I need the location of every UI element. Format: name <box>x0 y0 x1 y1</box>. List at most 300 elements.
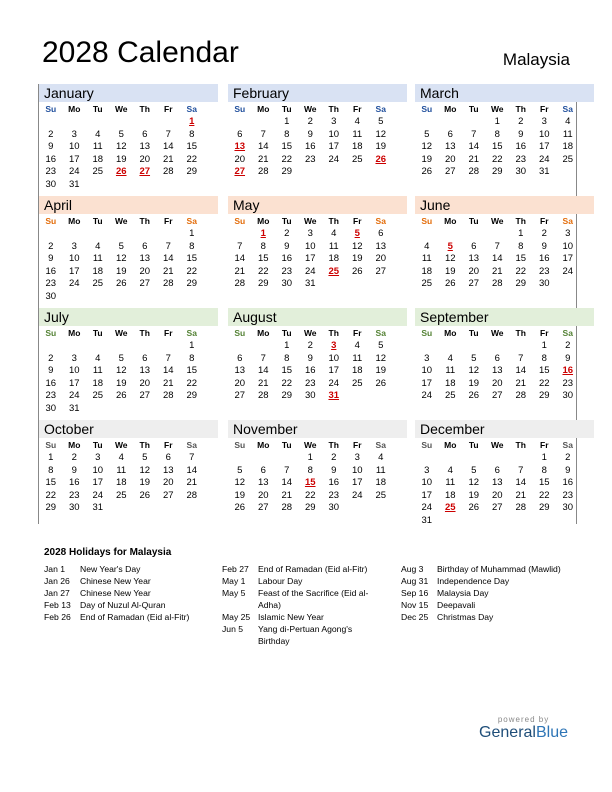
weekday-label: Tu <box>281 104 292 114</box>
day-cell: 30 <box>45 402 57 414</box>
day-cell: 23 <box>562 489 574 501</box>
week-row <box>39 253 218 266</box>
day-cell <box>86 403 110 416</box>
day-cell: 6 <box>142 128 148 140</box>
week-row <box>39 378 218 391</box>
day-cell <box>228 452 252 465</box>
weekday-label: We <box>114 328 128 338</box>
day-cell: 17 <box>68 265 80 277</box>
day-cell <box>86 228 110 241</box>
day-cell <box>110 502 134 515</box>
day-cell <box>252 340 276 353</box>
week-row <box>39 154 218 167</box>
holiday-name: End of Ramadan (Eid al-Fitr) <box>258 564 368 574</box>
holiday-name: End of Ramadan (Eid al-Fitr) <box>80 612 190 622</box>
week-row <box>415 502 594 515</box>
month-name: April <box>39 196 218 214</box>
month-name: November <box>228 420 407 438</box>
day-cell: 30 <box>45 178 57 190</box>
day-cell: 30 <box>562 390 574 402</box>
holiday-date: Feb 13 <box>44 600 71 610</box>
day-cell: 11 <box>421 253 432 265</box>
brand-logo[interactable] <box>479 715 568 742</box>
holiday-column <box>401 563 571 623</box>
day-cell: 7 <box>284 464 290 476</box>
day-cell: 13 <box>491 477 503 489</box>
day-cell <box>509 452 533 465</box>
day-cell: 3 <box>331 340 337 351</box>
day-cell <box>133 179 157 192</box>
week-row <box>39 465 218 478</box>
weekday-header <box>228 438 407 452</box>
day-cell: 27 <box>491 502 503 514</box>
holiday-item <box>401 587 571 599</box>
day-cell <box>346 278 370 291</box>
day-cell: 30 <box>515 166 527 178</box>
day-cell <box>486 452 510 465</box>
day-cell: 22 <box>186 377 198 389</box>
day-cell: 8 <box>284 128 290 140</box>
day-cell <box>462 452 486 465</box>
day-cell: 10 <box>68 141 80 153</box>
weekday-label: Th <box>328 328 339 338</box>
day-cell: 13 <box>375 240 387 252</box>
day-cell <box>110 179 134 192</box>
month-name: May <box>228 196 407 214</box>
weekday-label: Sa <box>375 216 386 226</box>
day-cell: 6 <box>142 240 148 252</box>
day-cell: 21 <box>515 377 527 389</box>
day-cell: 1 <box>284 116 290 127</box>
day-cell: 19 <box>115 377 127 389</box>
day-cell: 31 <box>68 178 80 190</box>
week-row <box>415 452 594 465</box>
day-cell: 15 <box>491 141 503 153</box>
day-cell: 1 <box>189 228 195 239</box>
day-cell: 11 <box>92 365 103 377</box>
day-cell: 10 <box>538 128 550 140</box>
day-cell: 4 <box>447 464 453 476</box>
day-cell: 12 <box>139 464 151 476</box>
day-cell: 20 <box>375 253 387 265</box>
weekday-label: Fr <box>540 216 549 226</box>
day-cell <box>228 228 252 241</box>
day-cell: 8 <box>307 464 313 476</box>
powered-by-label: powered by <box>497 715 550 724</box>
day-cell: 10 <box>351 464 363 476</box>
weekday-label: Fr <box>540 440 549 450</box>
weekday-label: Sa <box>186 440 197 450</box>
day-cell <box>157 179 181 192</box>
day-cell: 14 <box>162 365 174 377</box>
day-cell: 5 <box>471 352 477 364</box>
day-cell: 15 <box>515 253 527 265</box>
month-name: September <box>415 308 594 326</box>
weekday-label: Fr <box>164 328 173 338</box>
day-cell <box>63 228 87 241</box>
month-october <box>39 420 218 532</box>
day-cell: 23 <box>515 153 527 165</box>
weekday-header <box>415 438 594 452</box>
day-cell: 21 <box>234 265 246 277</box>
weekday-label: Tu <box>468 104 479 114</box>
day-cell: 20 <box>234 377 246 389</box>
week-row <box>415 228 594 241</box>
weekday-label: Tu <box>92 216 103 226</box>
week-row <box>415 365 594 378</box>
weekday-label: Th <box>328 104 339 114</box>
day-cell <box>63 116 87 129</box>
weekday-label: Su <box>421 104 433 114</box>
holiday-date: May 25 <box>222 612 251 622</box>
day-cell: 28 <box>162 166 174 178</box>
day-cell: 9 <box>541 240 547 252</box>
weekday-label: We <box>303 328 317 338</box>
day-cell <box>346 166 370 179</box>
week-row <box>228 452 407 465</box>
weekday-label: Fr <box>164 440 173 450</box>
weekday-label: Su <box>234 104 246 114</box>
holiday-name: Labour Day <box>258 576 303 586</box>
day-cell: 4 <box>95 352 101 364</box>
week-row <box>415 340 594 353</box>
day-cell: 7 <box>471 128 477 140</box>
day-cell: 18 <box>92 377 104 389</box>
holiday-name: Feast of the Sacrifice (Eid al-Adha) <box>258 588 369 610</box>
weekday-label: Tu <box>281 328 292 338</box>
day-cell: 22 <box>45 489 57 501</box>
day-cell: 4 <box>354 340 360 351</box>
weekday-label: We <box>490 216 504 226</box>
day-cell: 14 <box>281 477 293 489</box>
month-december <box>415 420 594 532</box>
day-cell: 6 <box>494 352 500 364</box>
week-row <box>39 365 218 378</box>
day-cell: 7 <box>189 452 195 463</box>
weekday-label: Mo <box>257 104 270 114</box>
day-cell: 12 <box>115 365 127 377</box>
day-cell: 27 <box>257 502 269 514</box>
day-cell <box>439 228 463 241</box>
day-cell: 16 <box>328 477 340 489</box>
weekday-label: We <box>303 216 317 226</box>
day-cell: 17 <box>68 153 80 165</box>
weekday-label: Su <box>45 104 57 114</box>
day-cell: 10 <box>328 352 340 364</box>
month-name: October <box>39 420 218 438</box>
day-cell: 19 <box>421 153 433 165</box>
holiday-item <box>222 623 380 647</box>
day-cell: 5 <box>378 116 384 127</box>
weekday-label: Mo <box>68 440 81 450</box>
day-cell: 17 <box>92 477 104 489</box>
week-row <box>415 166 594 179</box>
weekday-label: Sa <box>562 216 573 226</box>
day-cell: 11 <box>562 128 573 140</box>
week-row <box>415 154 594 167</box>
day-cell: 3 <box>71 352 77 364</box>
day-cell: 3 <box>95 452 101 463</box>
weekday-label: We <box>303 440 317 450</box>
day-cell: 6 <box>494 464 500 476</box>
holiday-item <box>401 575 571 587</box>
day-cell <box>133 116 157 129</box>
weekday-label: Tu <box>92 104 103 114</box>
weekday-label: Fr <box>164 216 173 226</box>
day-cell: 26 <box>115 166 127 178</box>
week-row <box>39 278 218 291</box>
day-cell: 12 <box>115 141 127 153</box>
day-cell: 19 <box>375 141 387 153</box>
day-cell <box>556 166 580 179</box>
day-cell: 23 <box>45 390 57 402</box>
day-cell: 29 <box>538 390 550 402</box>
week-row <box>228 129 407 142</box>
day-cell: 12 <box>375 128 387 140</box>
day-cell: 28 <box>281 502 293 514</box>
day-cell: 24 <box>538 153 550 165</box>
weekday-header <box>39 214 218 228</box>
weekday-label: Tu <box>468 440 479 450</box>
day-cell: 11 <box>352 352 363 364</box>
weekday-label: Sa <box>375 328 386 338</box>
day-cell <box>180 502 204 515</box>
day-cell: 25 <box>421 278 433 290</box>
day-cell: 6 <box>237 128 243 140</box>
holiday-item <box>401 563 571 575</box>
day-cell: 7 <box>165 352 171 364</box>
day-cell <box>369 278 393 291</box>
weekday-label: Th <box>515 216 526 226</box>
day-cell: 24 <box>562 265 574 277</box>
day-cell: 19 <box>444 265 456 277</box>
day-cell: 26 <box>234 502 246 514</box>
day-cell: 6 <box>142 352 148 364</box>
day-cell: 28 <box>468 166 480 178</box>
day-cell <box>439 340 463 353</box>
day-cell <box>133 291 157 304</box>
day-cell: 7 <box>518 464 524 476</box>
day-cell <box>133 228 157 241</box>
month-april <box>39 196 218 308</box>
day-cell: 25 <box>351 153 363 165</box>
week-row <box>39 490 218 503</box>
day-cell: 18 <box>444 489 456 501</box>
day-cell <box>110 340 134 353</box>
weekday-label: Tu <box>92 440 103 450</box>
weekday-label: Sa <box>562 440 573 450</box>
day-cell: 1 <box>189 340 195 351</box>
day-cell: 25 <box>375 489 387 501</box>
week-row <box>39 403 218 416</box>
week-row <box>39 353 218 366</box>
month-name: March <box>415 84 594 102</box>
weekday-label: Sa <box>375 104 386 114</box>
day-cell: 21 <box>162 153 174 165</box>
weekday-header <box>228 102 407 116</box>
day-cell: 23 <box>45 278 57 290</box>
day-cell: 3 <box>424 464 430 476</box>
day-cell: 18 <box>444 377 456 389</box>
brand-name: GeneralBlue <box>479 724 568 741</box>
day-cell: 5 <box>471 464 477 476</box>
month-name: August <box>228 308 407 326</box>
day-cell: 2 <box>541 228 547 239</box>
week-row <box>415 465 594 478</box>
week-row <box>415 141 594 154</box>
day-cell: 14 <box>468 141 480 153</box>
day-cell: 29 <box>257 278 269 290</box>
holiday-item <box>44 599 214 611</box>
day-cell: 10 <box>304 240 316 252</box>
month-name: February <box>228 84 407 102</box>
day-cell: 14 <box>515 365 527 377</box>
day-cell: 9 <box>284 240 290 252</box>
day-cell: 8 <box>189 240 195 252</box>
week-row <box>228 141 407 154</box>
day-cell: 25 <box>444 390 456 402</box>
day-cell: 13 <box>234 141 246 153</box>
day-cell: 16 <box>45 153 57 165</box>
day-cell: 19 <box>234 489 246 501</box>
week-row <box>415 353 594 366</box>
day-cell <box>110 228 134 241</box>
holiday-date: Aug 3 <box>401 564 424 574</box>
day-cell <box>157 291 181 304</box>
weekday-label: Fr <box>164 104 173 114</box>
day-cell: 6 <box>471 240 477 252</box>
day-cell: 27 <box>444 166 456 178</box>
weekday-label: Th <box>139 216 150 226</box>
weekday-label: Tu <box>92 328 103 338</box>
day-cell <box>157 340 181 353</box>
day-cell <box>275 452 299 465</box>
day-cell: 19 <box>468 489 480 501</box>
day-cell: 13 <box>162 464 174 476</box>
day-cell: 17 <box>538 141 550 153</box>
day-cell <box>252 452 276 465</box>
day-cell: 7 <box>165 128 171 140</box>
week-row <box>228 278 407 291</box>
week-row <box>39 166 218 179</box>
day-cell: 16 <box>45 377 57 389</box>
month-january <box>39 84 218 196</box>
day-cell: 14 <box>234 253 246 265</box>
day-cell: 25 <box>92 278 104 290</box>
day-cell: 10 <box>562 240 574 252</box>
day-cell: 26 <box>421 166 433 178</box>
day-cell: 7 <box>237 240 243 252</box>
day-cell: 6 <box>260 464 266 476</box>
weekday-label: Mo <box>68 216 81 226</box>
day-cell <box>157 116 181 129</box>
day-cell: 22 <box>281 377 293 389</box>
day-cell: 17 <box>421 489 433 501</box>
week-row <box>39 502 218 515</box>
month-june <box>415 196 594 308</box>
day-cell: 12 <box>375 352 387 364</box>
day-cell: 30 <box>304 390 316 402</box>
holiday-item <box>44 575 214 587</box>
week-row <box>39 340 218 353</box>
holiday-item <box>222 587 380 611</box>
weekday-label: Fr <box>540 104 549 114</box>
weekday-label: Sa <box>186 216 197 226</box>
week-row <box>228 253 407 266</box>
day-cell: 14 <box>257 365 269 377</box>
day-cell: 9 <box>307 128 313 140</box>
day-cell: 14 <box>186 464 198 476</box>
day-cell: 15 <box>538 365 550 377</box>
day-cell: 29 <box>281 166 293 178</box>
day-cell: 17 <box>328 365 340 377</box>
day-cell: 28 <box>186 489 198 501</box>
day-cell: 21 <box>186 477 198 489</box>
day-cell: 5 <box>424 128 430 140</box>
day-cell: 12 <box>468 365 480 377</box>
day-cell: 17 <box>328 141 340 153</box>
weekday-label: We <box>114 104 128 114</box>
day-cell: 22 <box>538 489 550 501</box>
day-cell: 17 <box>421 377 433 389</box>
day-cell <box>509 515 533 528</box>
week-row <box>39 228 218 241</box>
country-label: Malaysia <box>502 50 570 69</box>
day-cell: 22 <box>304 489 316 501</box>
day-cell: 9 <box>48 253 54 265</box>
day-cell: 19 <box>468 377 480 389</box>
day-cell: 13 <box>491 365 503 377</box>
weekday-label: Th <box>139 328 150 338</box>
day-cell <box>133 403 157 416</box>
day-cell: 4 <box>354 116 360 127</box>
week-row <box>415 378 594 391</box>
day-cell: 22 <box>281 153 293 165</box>
day-cell: 10 <box>68 253 80 265</box>
day-cell: 25 <box>351 377 363 389</box>
day-cell: 30 <box>45 290 57 302</box>
day-cell <box>369 166 393 179</box>
day-cell: 19 <box>139 477 151 489</box>
day-cell: 21 <box>281 489 293 501</box>
day-cell: 7 <box>260 128 266 140</box>
weekday-label: Tu <box>468 216 479 226</box>
day-cell: 1 <box>494 116 500 127</box>
day-cell: 2 <box>331 452 337 463</box>
week-row <box>228 340 407 353</box>
day-cell: 11 <box>445 365 456 377</box>
day-cell: 8 <box>494 128 500 140</box>
week-row <box>228 166 407 179</box>
day-cell <box>86 116 110 129</box>
day-cell: 26 <box>375 153 387 165</box>
day-cell <box>415 116 439 129</box>
week-row <box>415 253 594 266</box>
day-cell: 28 <box>515 390 527 402</box>
holiday-item <box>222 563 380 575</box>
day-cell: 31 <box>538 166 550 178</box>
day-cell: 28 <box>257 390 269 402</box>
day-cell: 12 <box>444 253 456 265</box>
day-cell: 16 <box>515 141 527 153</box>
day-cell: 24 <box>328 153 340 165</box>
weekday-label: We <box>490 440 504 450</box>
week-row <box>39 116 218 129</box>
day-cell: 20 <box>257 489 269 501</box>
holiday-date: Jun 5 <box>222 624 244 634</box>
weekday-label: Th <box>139 104 150 114</box>
weekday-label: Sa <box>562 104 573 114</box>
